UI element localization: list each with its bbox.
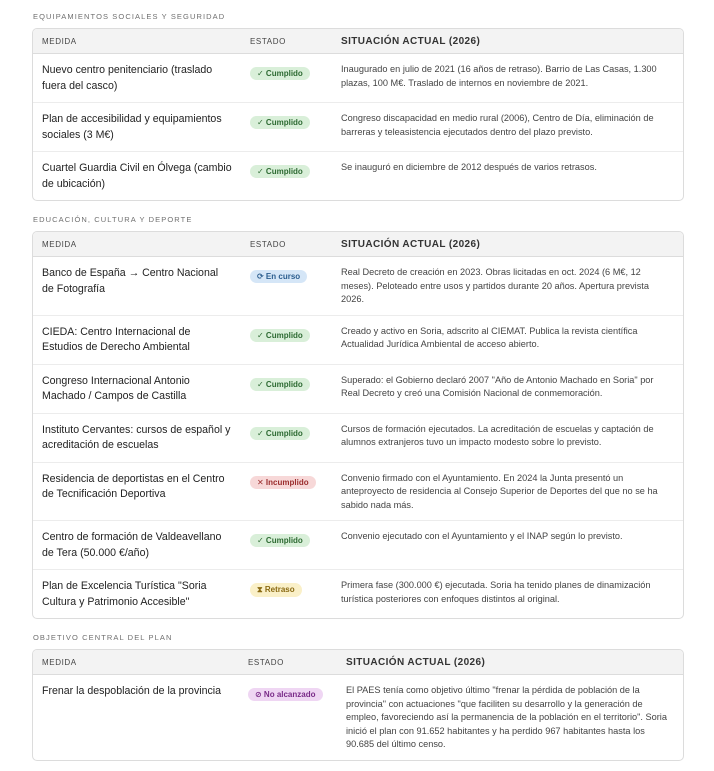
cell-medida: Cuartel Guardia Civil en Ólvega (cambio de ubicación) [33, 152, 241, 201]
cell-situacion: El PAES tenía como objetivo último "frenar la pérdida de población de la provincia" con actuaciones "que faciliten su desarrollo y la generación de empleo, favoreciendo así la permanencia de la población en el territorio". Soria inició el plan con 91.652 habitantes y ha perdido 967 habitantes hasta los 90.685 del último censo. [346, 685, 667, 749]
cell-medida: Nuevo centro penitenciario (traslado fuera del casco) [42, 64, 213, 92]
cell-medida: Plan de accesibilidad y equipamientos sociales (3 M€) [33, 103, 241, 152]
table-card [32, 649, 684, 761]
table-header-row [33, 650, 683, 675]
section-educacion [32, 215, 684, 619]
cell-situacion: Convenio ejecutado con el Ayuntamiento y el INAP según lo previsto. [332, 521, 683, 570]
table-row [33, 54, 683, 103]
header-medida: MEDIDA [33, 29, 241, 54]
section-title: EDUCACIÓN, CULTURA Y DEPORTE [33, 215, 193, 224]
status-badge: ⊘ No alcanzado [248, 688, 323, 701]
cell-situacion: Convenio firmado con el Ayuntamiento. En 2024 la Junta presentó un anteproyecto de residencia al Consejo Superior de Deportes del que no se ha sabido nada más. [332, 462, 683, 521]
table-card [32, 28, 684, 201]
section-title: EQUIPAMIENTOS SOCIALES Y SEGURIDAD [33, 12, 226, 21]
cell-situacion: Primera fase (300.000 €) ejecutada. Soria ha tenido planes de dinamización turística posteriores con enfoques distintos al original. [332, 570, 683, 619]
table-row [33, 462, 683, 521]
cell-situacion: Superado: el Gobierno declaró 2007 "Año de Antonio Machado en Soria" por Real Decreto y creó una Comisión Nacional de conmemoración. [332, 364, 683, 413]
cell-situacion: Real Decreto de creación en 2023. Obras licitadas en oct. 2024 (6 M€, 12 meses). Peloteado entre usos y partidos durante 20 años. Apertura prevista 2026. [341, 267, 649, 304]
table-header-row [33, 29, 683, 54]
header-situacion: SITUACIÓN ACTUAL (2026) [332, 29, 683, 54]
header-estado: ESTADO [239, 650, 337, 675]
status-badge: ✓ Cumplido [250, 427, 310, 440]
status-badge: ✓ Cumplido [250, 329, 310, 342]
status-badge: ⟳ En curso [250, 270, 307, 283]
status-badge: ✓ Cumplido [250, 378, 310, 391]
status-badge: ⧗ Retraso [250, 583, 302, 597]
cell-medida: Instituto Cervantes: cursos de español y acreditación de escuelas [33, 413, 241, 462]
cell-medida: Residencia de deportistas en el Centro de Tecnificación Deportiva [33, 462, 241, 521]
cell-medida: Centro de formación de Valdeavellano de Tera (50.000 €/año) [33, 521, 241, 570]
status-badge: ✕ Incumplido [250, 476, 316, 489]
cell-situacion: Inaugurado en julio de 2021 (16 años de retraso). Barrio de Las Casas, 1.300 plazas, 100 M€. Traslado de internos en noviembre de 2021. [341, 64, 657, 88]
header-situacion: SITUACIÓN ACTUAL (2026) [332, 232, 683, 257]
header-estado: ESTADO [241, 232, 332, 257]
status-badge: ✓ Cumplido [250, 534, 310, 547]
header-estado: ESTADO [241, 29, 332, 54]
section-equipamientos [32, 12, 684, 201]
cell-situacion: Congreso discapacidad en medio rural (2006), Centro de Día, eliminación de barreras y teleasistencia ejecutados dentro del plazo previsto. [332, 103, 683, 152]
section-title: OBJETIVO CENTRAL DEL PLAN [33, 633, 173, 642]
header-situacion: SITUACIÓN ACTUAL (2026) [337, 650, 683, 675]
measures-table [33, 650, 683, 760]
table-card [32, 231, 684, 619]
cell-situacion: Se inauguró en diciembre de 2012 después de varios retrasos. [332, 152, 683, 201]
table-row [33, 413, 683, 462]
table-row [33, 315, 683, 364]
status-badge: ✓ Cumplido [250, 67, 310, 80]
table-row [33, 570, 683, 619]
cell-medida: CIEDA: Centro Internacional de Estudios de Derecho Ambiental [33, 315, 241, 364]
header-medida: MEDIDA [33, 650, 239, 675]
table-row [33, 152, 683, 201]
table-row [33, 364, 683, 413]
cell-situacion: Creado y activo en Soria, adscrito al CIEMAT. Publica la revista científica Actualidad Jurídica Ambiental de acceso abierto. [332, 315, 683, 364]
header-medida: MEDIDA [33, 232, 241, 257]
table-row [33, 521, 683, 570]
table-row [33, 675, 683, 760]
cell-medida: Banco de España → Centro Nacional de Fotografía [42, 267, 219, 295]
cell-medida: Plan de Excelencia Turística "Soria Cultura y Patrimonio Accesible" [33, 570, 241, 619]
status-badge: ✓ Cumplido [250, 116, 310, 129]
section-objetivo [32, 633, 684, 761]
table-row [33, 103, 683, 152]
table-header-row [33, 232, 683, 257]
table-row [33, 257, 683, 316]
cell-medida: Congreso Internacional Antonio Machado / Campos de Castilla [33, 364, 241, 413]
measures-table [33, 232, 683, 618]
cell-medida: Frenar la despoblación de la provincia [42, 685, 222, 697]
status-badge: ✓ Cumplido [250, 165, 310, 178]
cell-situacion: Cursos de formación ejecutados. La acreditación de escuelas y captación de alumnos extranjeros tuvo un impacto modesto sobre lo previsto. [332, 413, 683, 462]
measures-table [33, 29, 683, 200]
